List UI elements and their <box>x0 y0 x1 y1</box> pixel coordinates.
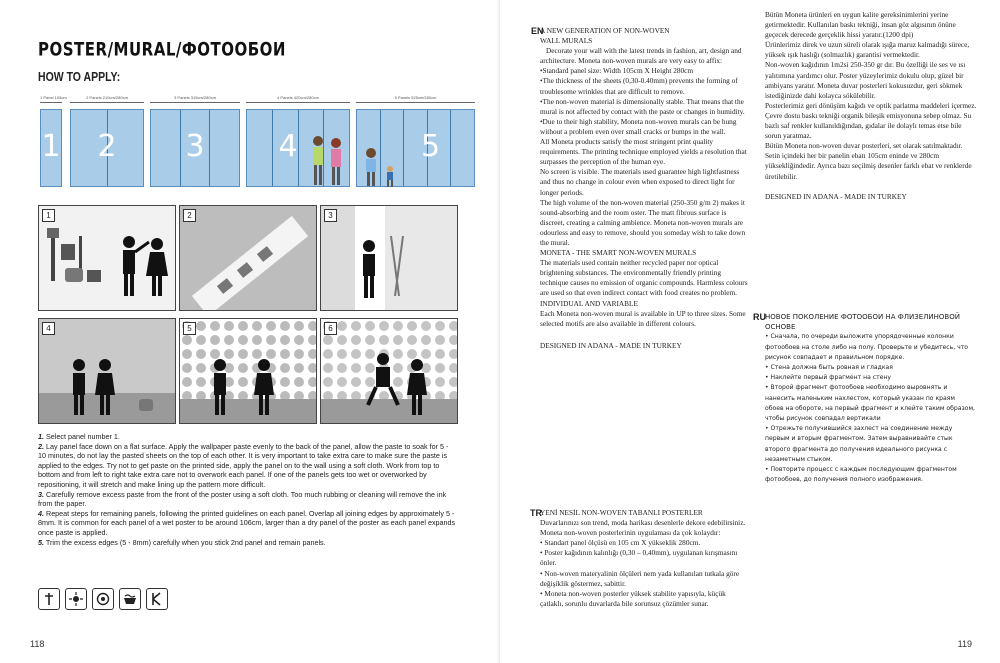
panel-option-caption: 2 Panels 210cm/280cm <box>86 95 128 100</box>
panel-number: 2 <box>97 129 117 164</box>
en-paragraph: The materials used contain neither recycled paper nor optical brightening substances. The environmentally friendly printing technique causes no emission of organic compounds. Harmless colours are used so that even indirect contact with food creates no problem. <box>540 258 748 298</box>
tr-paragraph: • Moneta non-woven posterler yüksek stabilite yapısıyla, küçük çatlaklı, sorunlu duvarlarda bile sorunsuz çözümler sunar. <box>540 588 726 608</box>
panel-number: 5 <box>420 129 441 164</box>
tr-paragraph: • Poster kağıdının kalınlığı (0,30 – 0,40mm), uygulanan kırışmasını önler. <box>540 548 738 568</box>
tr-paragraph: • Standart panel ölçüsü en 105 cm X yükseklik 280cm. <box>540 538 701 548</box>
step-4-illustration <box>38 318 176 424</box>
ru-paragraph: • Повторите процесс с каждым последующим фрагментом фотообоев, до получения полного изображения. <box>765 466 957 484</box>
en-paragraph: Decorate your wall with the latest trends in fashion, art, design and architecture. Moneta non-woven murals are very easy to affix: <box>540 46 742 66</box>
turkish-details-column <box>765 10 977 202</box>
panel-option-caption: 4 Panels 420cm/280cm <box>277 95 319 100</box>
step-6-illustration <box>320 318 458 424</box>
dotted-wall-icon <box>180 319 316 423</box>
en-made-in: DESIGNED IN ADANA - MADE IN TURKEY <box>540 340 682 350</box>
ru-paragraph: • Сначала, по очереди выложите упорядоченные колонки фотообоев на столе либо на полу. Проверьте и убедитесь, что рисунок совпадает и правильном порядке. <box>765 333 968 361</box>
tr-paragraph: • Non-woven materyalinin ölçüleri nem yada kullanılan tutkala göre değişiklik göstermez, sabittir. <box>540 568 740 588</box>
dimension-line <box>150 102 240 103</box>
tr-paragraph: Bütün Moneta non-woven duvar posterleri, set olarak satılmaktadır. Setin içindeki her bir panelin ebatı 105cm eninde ve 280cm yüksekliğindedir. Ayrıca bazı seçilmiş desenler farklı ebat ve renklerde üretilebilir. <box>765 141 972 181</box>
page-number-right: 119 <box>957 639 972 649</box>
tr-paragraph: Bütün Moneta ürünleri en uygun kalite gereksinimlerini yerine getirmektedir. Kullanılan baskı tekniği, insan göz algısının önüne geçecek derecede gerçeklik hissi yaratır.(1200 dpi) <box>765 10 956 40</box>
en-paragraph: The high volume of the non-woven material (250-350 g/m 2) makes it sound-absorbing and the room oster. The matt fibrous surface is discreet, creating a calming ambience. Moneta non-woven murals are odourless and easy to remove, should you someday wish to take down the mural. <box>540 197 746 247</box>
paste-roller-icon <box>180 206 316 310</box>
care-symbols <box>38 588 168 610</box>
en-paragraph: INDIVIDUAL AND VARIABLE <box>540 298 638 308</box>
wall-paste-icon <box>92 588 114 610</box>
panel-option-caption: 1 Panel 105cm <box>40 95 67 100</box>
application-instructions <box>38 432 456 547</box>
tr-paragraph: Duvarlarınızı son trend, moda harikası desenlerle dekore edebilirsiniz. Moneta non-woven posterlerinin uygulaması da çok kolaydır: <box>540 518 746 538</box>
how-to-heading: HOW TO APPLY: <box>38 70 121 85</box>
instruction-step: 2. Lay panel face down on a flat surface. Apply the wallpaper paste evenly to the back of the panel, allow the paste to soak for 5 - 10 minutes, do not lay the pasted sheets on the top of each other. It is very important to take extra care to make sure the paste is applied to the edges. Try not to get paste on the printed side, apply the panel on to the wall using a soft cloth. Work from top to bottom and from left to right take extra care not to overwork each panel. If one of the panels gets too wet or overworked by repositioning, it will stretch and make lining up the pattern more difficult. <box>38 441 449 489</box>
panel-option-caption: 5 Panels 525cm/280cm <box>394 95 437 100</box>
step-2-illustration <box>179 205 317 311</box>
instruction-step: 5. Trim the excess edges (5 - 8mm) carefully when you stick 2nd panel and remain panels. <box>38 537 326 547</box>
step-number: 5 <box>183 322 196 335</box>
en-paragraph: No screen is visible. The materials used guarantee high lightfastness and thus no change in colour even when exposed to direct light for longer periods. <box>540 167 740 197</box>
step-number: 3 <box>324 209 337 222</box>
dimension-line <box>246 102 350 103</box>
hanging-panel-icon <box>321 206 457 310</box>
panel-option-1 <box>40 95 67 187</box>
en-paragraph: Each Moneta non-woven mural is available in UP to three sizes. Some selected motifs are also available in different colours. <box>540 308 746 328</box>
tr-paragraph: Posterlerimiz geri dönüşüm kağıdı ve optik parlatma maddeleri içermez. Çevre dostu baskı tekniği organik bileşik emisyonuna sebep olmaz. Su bazlı saf renkler kullanıldığından, gıdalar ile dolaylı temas etse bile sorun yaratmaz. <box>765 100 977 141</box>
panel-option-5 <box>356 95 475 187</box>
tr-paragraph: Ürünlerimiz direk ve uzun süreli olarak ışığa maruz kalmadığı sürece, yüksek ışık haslığı (solmazlık) garantisi vermektedir. <box>765 40 970 60</box>
tr-made-in: DESIGNED IN ADANA - MADE IN TURKEY <box>765 191 907 201</box>
dimension-line <box>356 102 475 103</box>
lang-tag-tr: TR <box>530 508 542 518</box>
en-paragraph: •Standard panel size: Width 105cm X Height 280cm <box>540 66 694 76</box>
step-number: 1 <box>42 209 55 222</box>
panel-option-caption: 3 Panels 315cm/280cm <box>174 95 216 100</box>
family-figure-icon <box>308 133 348 187</box>
ru-heading: НОВОЕ ПОКОЛЕНИЕ ФОТООБОИ НА ФЛИЗЕЛИНОВОЙ ОСНОВЕ <box>765 313 960 332</box>
step-number: 6 <box>324 322 337 335</box>
straight-match-icon <box>38 588 60 610</box>
instruction-step: 4. Repeat steps for remaining panels, following the printed guidelines on each panel. Overlap all joining edges by approximately 5 - 8mm. It is common for each panel of a wet poster to be around 106cm, larger than a dry panel of the poster as each panel expands once paste is applied. <box>38 508 456 537</box>
tr-paragraph: Non-woven kağıdının 1m2si 250-350 gr dır. Bu özelliği ile ses ve ısı yalıtımına yardımcı olur. Poster yüzeylerimiz dokulu olup, güzel bir ambiyans yaratır. Moneta duvar posterleri kokusuzdur, geri sökmek istediğinizde dahi kolayca sökülebilir. <box>765 60 966 100</box>
russian-column <box>765 312 975 485</box>
dimension-line <box>70 102 144 103</box>
en-heading: A NEW GENERATION OF NON-WOVEN WALL MURALS <box>540 26 670 46</box>
step-number: 4 <box>42 322 55 335</box>
panel-number: 1 <box>41 129 61 164</box>
en-paragraph: All Moneta products satisfy the most stringent print quality requirements. The printing technique employed yields a resolution that surpasses the perception of the human eye. <box>540 137 747 167</box>
ru-paragraph: • Наклейте первый фрагмент на стену <box>765 374 891 382</box>
step-number: 2 <box>183 209 196 222</box>
trimming-icon <box>39 319 175 423</box>
strippable-icon <box>146 588 168 610</box>
en-paragraph: •The non-woven material is dimensionally stable. That means that the mural is not affected by contact with the paste or changes in humidity. <box>540 96 745 116</box>
step-1-illustration <box>38 205 176 311</box>
ru-paragraph: • Отрежьте получившийся захлест на соединение между первым и вторым фрагментом. Затем выравнивайте стык второго фрагмента до получения идеального рисунка с незаметным стыком. <box>765 425 953 463</box>
en-paragraph: •The thickness of the sheets (0,30-0.40mm) prevents the forming of troublesome wrinkles that are difficult to remove. <box>540 76 738 96</box>
dimension-line <box>40 102 62 103</box>
page-title: POSTER/MURAL/ФОТООБОИ <box>38 38 286 61</box>
child-figure-icon <box>384 165 396 187</box>
ru-paragraph: • Стена должна быть ровная и гладкая <box>765 364 893 372</box>
english-column <box>540 26 750 351</box>
washable-icon <box>119 588 141 610</box>
lang-tag-ru: RU <box>753 312 766 322</box>
panel-number: 3 <box>185 129 205 164</box>
en-paragraph: •Due to their high stability, Moneta non-woven murals can be hung without a problem even over small cracks or bumps in the wall. <box>540 116 737 136</box>
page-number-left: 118 <box>30 639 45 649</box>
panel-option-4 <box>246 95 350 187</box>
ru-paragraph: • Второй фрагмент фотообоев необходимо выровнять и нанесить маленьким нахлестом, который указан по краям обоев на обороте, на первый фрагмент и клейте таким образом, чтобы рисунок совпадал вертикали <box>765 384 975 423</box>
panel-size-diagram <box>40 95 475 187</box>
step-3-illustration <box>320 205 458 311</box>
tr-heading: YENİ NESİL NON-WOVEN TABANLI POSTERLER <box>540 508 703 517</box>
en-paragraph: MONETA - THE SMART NON-WOVEN MURALS <box>540 248 697 258</box>
panel-number: 4 <box>278 129 298 164</box>
lightfast-icon <box>65 588 87 610</box>
turkish-column <box>540 508 750 609</box>
tools-and-people-icon <box>39 206 175 310</box>
step-5-illustration <box>179 318 317 424</box>
finished-wall-icon <box>321 319 457 423</box>
right-page <box>500 0 1000 663</box>
instruction-step: 3. Carefully remove excess paste from the front of the poster using a soft cloth. Too much rubbing or cleaning will remove the ink from the paper. <box>38 489 447 509</box>
panel-option-2 <box>70 95 144 187</box>
man-figure-icon <box>356 147 386 187</box>
instruction-step: 1. Select panel number 1. <box>38 432 120 441</box>
lang-tag-en: EN <box>531 26 544 36</box>
